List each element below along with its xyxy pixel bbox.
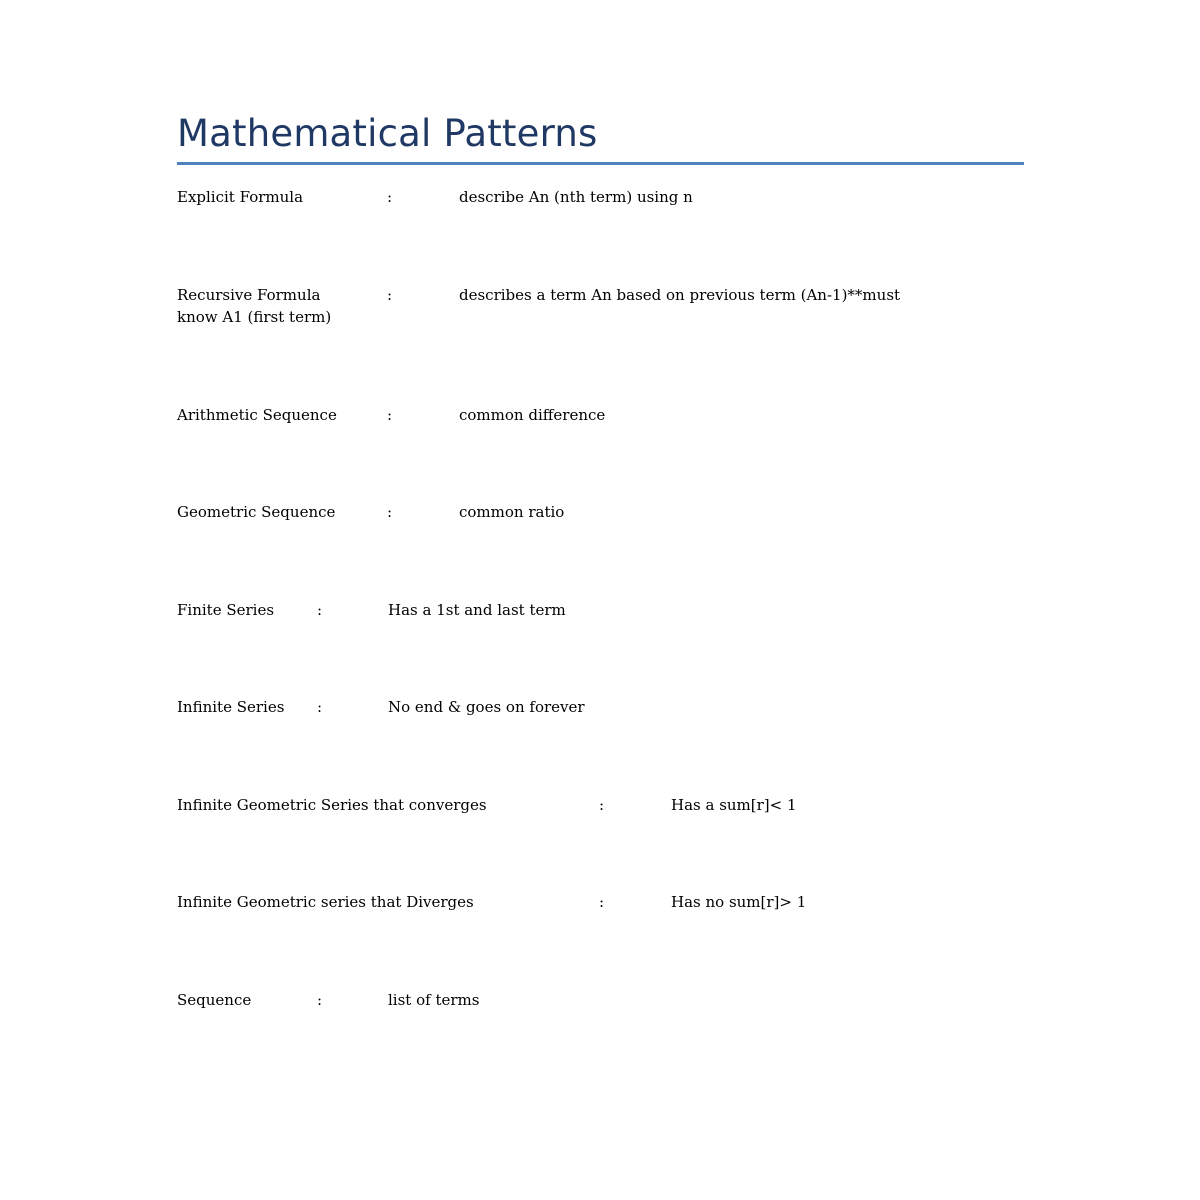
separator-infinite-geometric-diverges: : — [599, 893, 605, 911]
term-geometric-sequence: Geometric Sequence — [177, 503, 336, 521]
separator-recursive-formula: : — [387, 286, 393, 304]
term-explicit-formula: Explicit Formula — [177, 188, 304, 206]
term-finite-series: Finite Series — [177, 601, 275, 619]
separator-geometric-sequence: : — [387, 503, 393, 521]
title-underline — [177, 162, 1024, 165]
separator-infinite-series: : — [317, 698, 323, 716]
definition-arithmetic-sequence: common difference — [459, 406, 606, 424]
separator-infinite-geometric-converges: : — [599, 796, 605, 814]
separator-arithmetic-sequence: : — [387, 406, 393, 424]
term-recursive-formula: Recursive Formula — [177, 286, 321, 304]
term-infinite-geometric-converges: Infinite Geometric Series that converges — [177, 796, 487, 814]
term-sequence: Sequence — [177, 991, 252, 1009]
definition-sequence: list of terms — [388, 991, 480, 1009]
definition-geometric-sequence: common ratio — [459, 503, 565, 521]
term-infinite-series: Infinite Series — [177, 698, 285, 716]
definition-infinite-geometric-converges: Has a sum[r]< 1 — [671, 796, 797, 814]
definition-explicit-formula: describe An (nth term) using n — [459, 188, 693, 206]
definition-recursive-formula: describes a term An based on previous term (An-1)**must — [459, 286, 901, 304]
separator-sequence: : — [317, 991, 323, 1009]
term-infinite-geometric-diverges: Infinite Geometric series that Diverges — [177, 893, 474, 911]
term-arithmetic-sequence: Arithmetic Sequence — [177, 406, 337, 424]
definition-finite-series: Has a 1st and last term — [388, 601, 566, 619]
separator-finite-series: : — [317, 601, 323, 619]
definition-recursive-formula-continuation: know A1 (first term) — [177, 308, 332, 326]
definition-infinite-series: No end & goes on forever — [388, 698, 585, 716]
definition-infinite-geometric-diverges: Has no sum[r]> 1 — [671, 893, 807, 911]
page-title: Mathematical Patterns — [177, 112, 598, 155]
separator-explicit-formula: : — [387, 188, 393, 206]
